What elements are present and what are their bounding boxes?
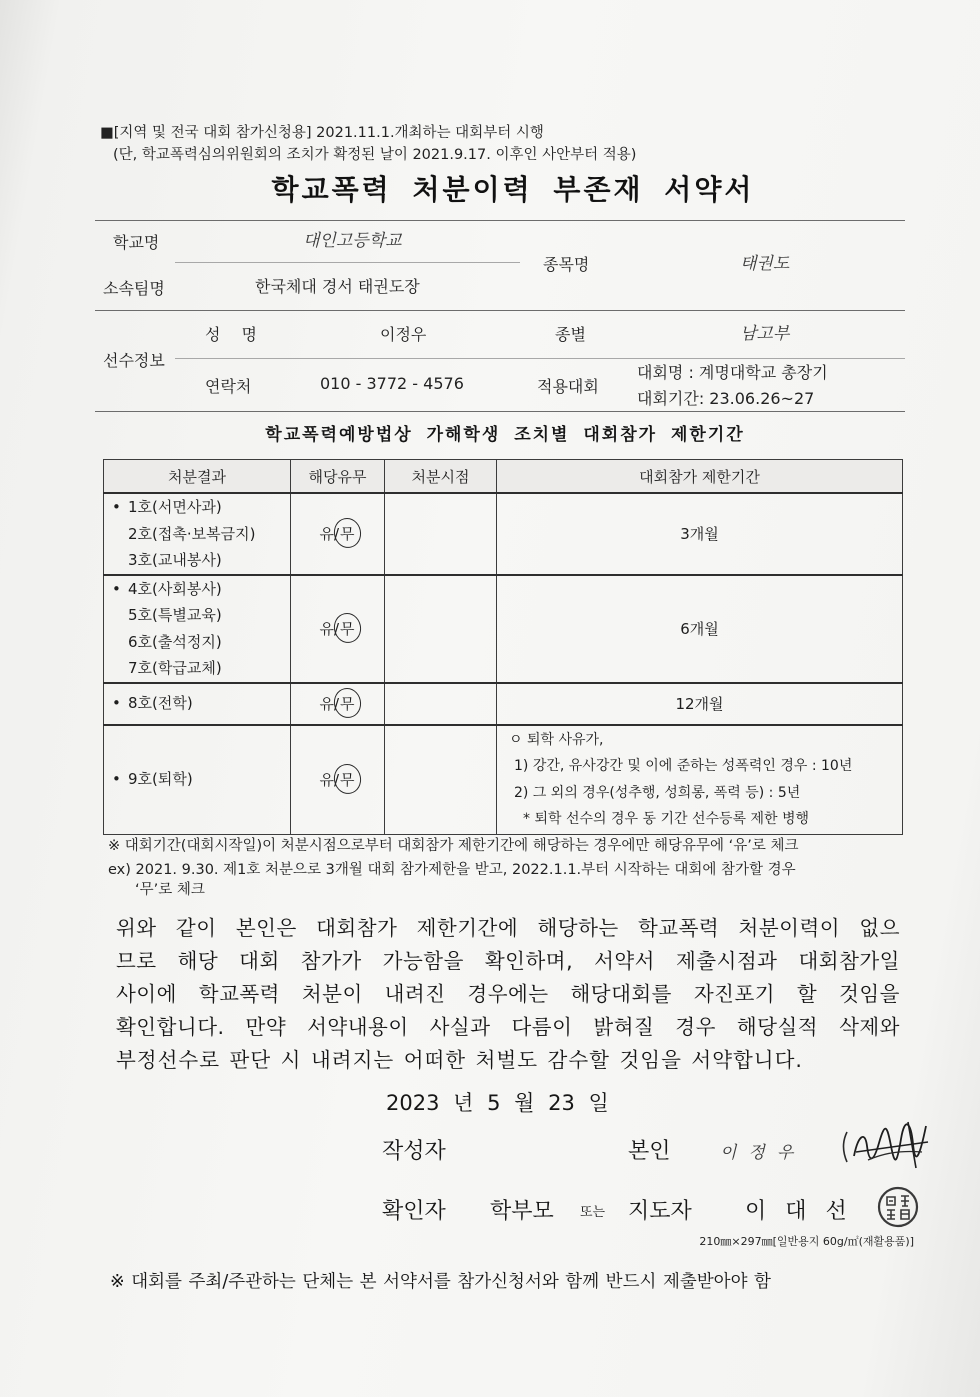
school-value: 대인고등학교	[303, 231, 402, 251]
event-label: 종목명	[543, 255, 590, 274]
check-condition-note: ※ 대회기간(대회시작일)이 처분시점으로부터 대회참가 제한기간에 해당하는 경우에만 해당유무에 ‘유’로 체크	[108, 838, 799, 854]
no-option: 무	[340, 771, 355, 789]
guardian-label: 지도자	[628, 1199, 692, 1224]
measure-item: 2호(접촉·보복금지)	[128, 524, 256, 543]
writer-handwritten-name: 이정우	[720, 1143, 806, 1163]
pledge-date: 2023 년 5 월 23 일	[386, 1091, 609, 1115]
confirmer-label: 확인자	[382, 1199, 446, 1224]
restriction-table	[103, 459, 903, 835]
applicable-cell	[291, 683, 385, 725]
choice-separator: /	[333, 771, 340, 789]
table-row	[104, 493, 903, 575]
measure-item	[112, 494, 290, 521]
name-value: 이정우	[380, 325, 427, 344]
measures-cell	[104, 493, 291, 575]
measure-item	[112, 690, 290, 717]
header-applicable: 해당유무	[291, 460, 385, 494]
choice-separator: /	[333, 525, 340, 544]
measure-text: 1호(서면사과)	[128, 498, 222, 516]
category-label: 종별	[555, 325, 586, 344]
name-label: 성 명	[205, 325, 257, 344]
measures-cell	[104, 575, 291, 683]
player-info-label: 선수정보	[103, 351, 165, 370]
yes-option: 유	[319, 525, 334, 544]
pledge-line: 므로 해당 대회 참가가 가능함을 확인하며, 서약서 제출시점과 대회참가일	[116, 949, 900, 973]
bullet: •	[112, 770, 121, 789]
writer-signature	[838, 1116, 930, 1174]
competition-label: 적용대회	[537, 377, 599, 396]
measures-cell	[104, 683, 291, 725]
measure-text: 4호(사회봉사)	[128, 579, 222, 598]
measure-item: 3호(교내봉사)	[128, 551, 222, 569]
bullet: •	[112, 694, 121, 713]
restriction-section-title: 학교폭력예방법상 가해학생 조치별 대회참가 제한기간	[265, 425, 745, 445]
yes-option: 유	[319, 771, 334, 789]
info-table-row-rule	[175, 262, 520, 263]
yes-option: 유	[319, 620, 334, 638]
competition-period: 대회기간: 23.06.26~27	[637, 389, 815, 408]
period-cell: 12개월	[497, 683, 903, 725]
date-cell	[385, 493, 497, 575]
pledge-line: 사이에 학교폭력 처분이 내려진 경우에는 해당대회를 자진포기 할 것임을	[116, 982, 900, 1006]
parent-label: 학부모	[490, 1199, 554, 1224]
bullet: •	[112, 579, 121, 598]
measure-item: 6호(출석정지)	[128, 632, 222, 651]
applicable-choice	[319, 525, 355, 543]
header-period: 대회참가 제한기간	[497, 460, 903, 494]
measure-item: 5호(특별교육)	[128, 606, 222, 624]
writer-label: 작성자	[382, 1139, 446, 1164]
expulsion-details-cell	[497, 725, 903, 835]
pledge-line: 부정선수로 판단 시 내려지는 어떠한 처벌도 감수할 것임을 서약합니다.	[116, 1048, 803, 1072]
contact-value: 010 - 3772 - 4576	[320, 374, 464, 393]
measure-text: 9호(퇴학)	[128, 770, 193, 789]
no-option: 무	[340, 695, 355, 713]
guardian-name: 이 대 선	[745, 1199, 847, 1224]
table-row	[104, 683, 903, 725]
example-note-line-1: ex) 2021. 9.30. 제1호 처분으로 3개월 대회 참가제한을 받고, 2022.1.1.부터 시작하는 대회에 참가할 경우	[108, 862, 796, 878]
school-label: 학교명	[113, 233, 160, 252]
bullet: •	[112, 498, 121, 516]
pledge-paragraph	[116, 912, 900, 1077]
measures-cell	[104, 725, 291, 835]
competition-name: 대회명 : 계명대학교 총장기	[637, 363, 828, 382]
info-table-top-rule	[95, 220, 905, 221]
submission-footer-note: ※ 대회를 주최/주관하는 단체는 본 서약서를 참가신청서와 함께 반드시 제출받아야 함	[110, 1272, 771, 1292]
pledge-line: 확인합니다. 만약 서약내용이 사실과 다름이 밝혀질 경우 해당실적 삭제와	[116, 1015, 900, 1039]
expulsion-detail-line: ㅇ 퇴학 사유가,	[509, 731, 604, 748]
applicable-cell	[291, 493, 385, 575]
expulsion-detail-line: 2) 그 외의 경우(성추행, 성희롱, 폭력 등) : 5년	[514, 784, 801, 801]
yes-option: 유	[319, 695, 334, 713]
self-label: 본인	[628, 1139, 671, 1164]
period-cell: 3개월	[497, 493, 903, 575]
contact-label: 연락처	[205, 377, 252, 396]
date-cell	[385, 575, 497, 683]
period-cell: 6개월	[497, 575, 903, 683]
applicable-choice	[319, 695, 355, 713]
measure-item: 7호(학급교체)	[128, 659, 222, 677]
measure-item	[112, 766, 290, 793]
table-header-row	[104, 460, 903, 494]
or-label: 또는	[580, 1205, 606, 1220]
paper-spec: 210㎜×297㎜[일반용지 60g/㎡(재활용품)]	[699, 1235, 914, 1248]
category-value: 남고부	[740, 324, 790, 344]
event-value: 태권도	[740, 254, 790, 274]
choice-separator: /	[333, 695, 340, 713]
applicable-choice	[319, 771, 355, 789]
choice-separator: /	[333, 620, 340, 638]
measure-text: 8호(전학)	[128, 694, 193, 713]
no-option: 무	[340, 620, 355, 638]
table-row	[104, 725, 903, 835]
team-label: 소속팀명	[103, 279, 165, 298]
header-date: 처분시점	[385, 460, 497, 494]
table-row	[104, 575, 903, 683]
example-note-line-2: ‘무’로 체크	[135, 882, 205, 898]
expulsion-detail-line: * 퇴학 선수의 경우 동 기간 선수등록 제한 병행	[523, 811, 810, 827]
pledge-line: 위와 같이 본인은 대회참가 제한기간에 해당하는 학교폭력 처분이력이 없으	[116, 916, 900, 940]
applicable-choice	[319, 620, 355, 638]
no-option: 무	[340, 525, 355, 544]
info-table-row-rule	[95, 310, 905, 311]
applicable-cell	[291, 575, 385, 683]
date-cell	[385, 725, 497, 835]
info-table-bottom-rule	[95, 411, 905, 412]
date-cell	[385, 683, 497, 725]
applicable-cell	[291, 725, 385, 835]
measure-item	[112, 576, 290, 603]
document-title: 학교폭력 처분이력 부존재 서약서	[271, 173, 755, 206]
expulsion-detail-line: 1) 강간, 유사강간 및 이에 준하는 성폭력인 경우 : 10년	[514, 758, 853, 774]
seal-stamp	[876, 1185, 920, 1229]
team-value: 한국체대 경서 태권도장	[255, 277, 420, 296]
notice-line-1: ■[지역 및 전국 대회 참가신청용] 2021.11.1.개최하는 대회부터 시행	[100, 125, 544, 141]
header-result: 처분결과	[104, 460, 291, 494]
notice-line-2: (단, 학교폭력심의위원회의 조치가 확정된 날이 2021.9.17. 이후인 사안부터 적용)	[113, 147, 637, 163]
info-table-row-rule	[175, 358, 905, 359]
